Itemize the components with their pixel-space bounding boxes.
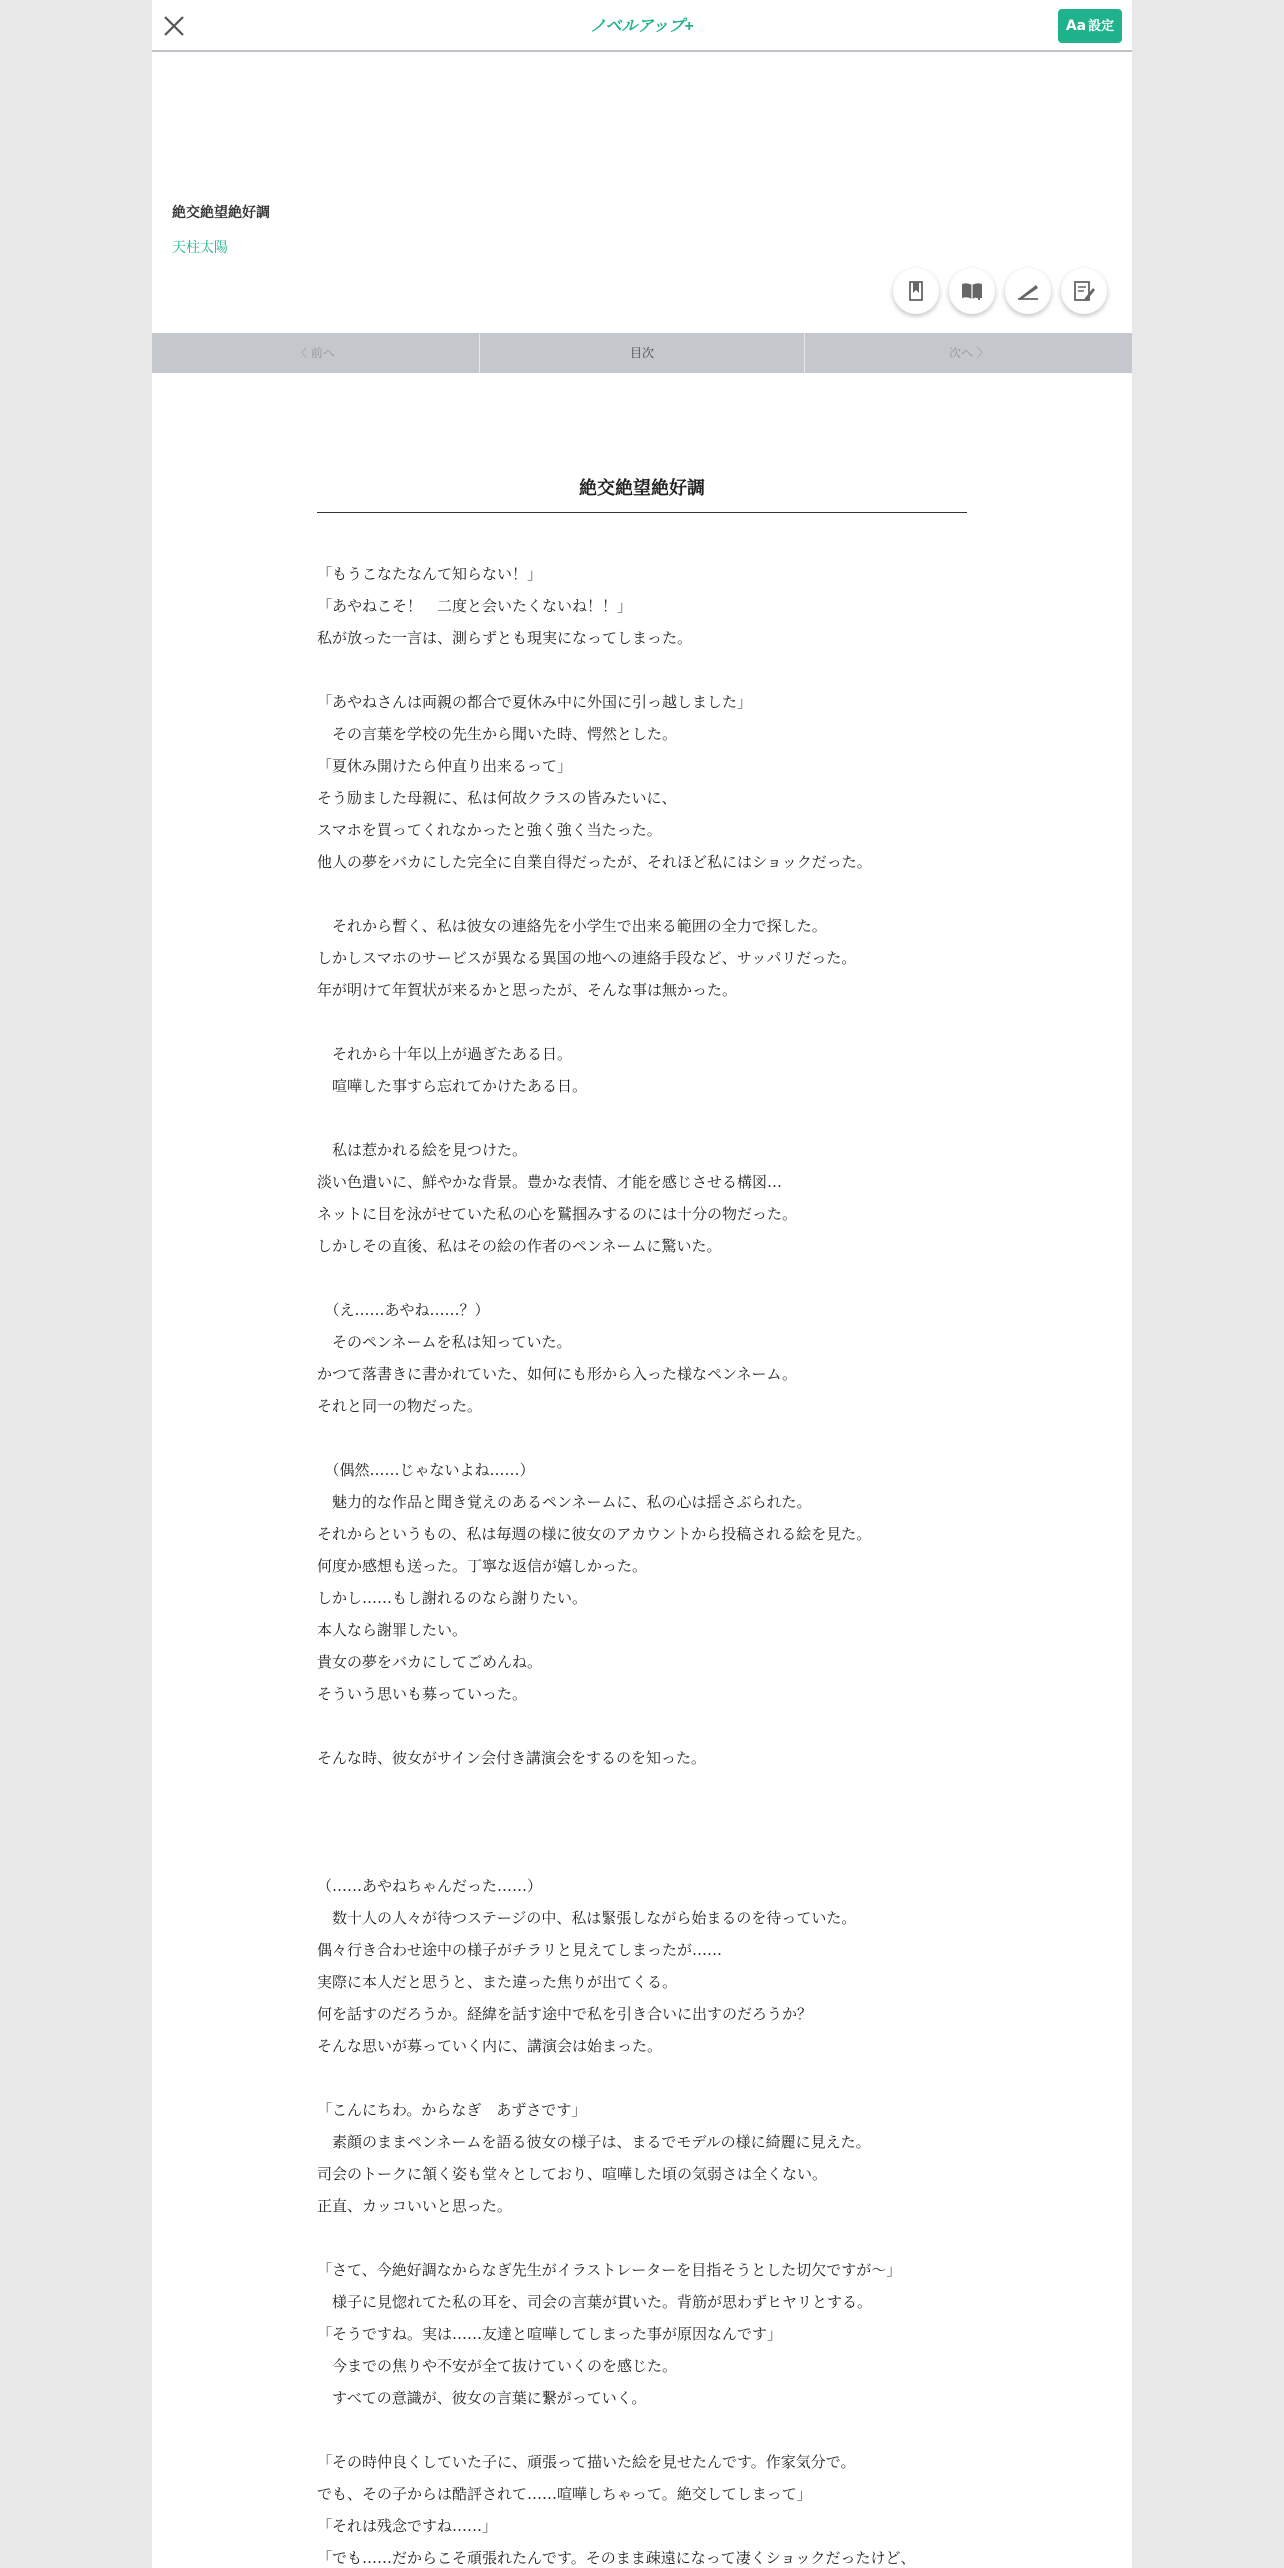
body-line: しかしスマホのサービスが異なる異国の地への連絡手段など、サッパリだった。	[317, 949, 857, 967]
body-line: そう励ました母親に、私は何故クラスの皆みたいに、	[317, 789, 677, 807]
body-line: 今までの焦りや不安が全て抜けていくのを感じた。	[317, 2357, 678, 2375]
body-line: （……あやねちゃんだった……）	[317, 1877, 543, 1895]
body-line: 司会のトークに頷く姿も堂々としており、喧嘩した頃の気弱さは全くない。	[317, 2165, 828, 2183]
body-line: 「あやねこそ！ 二度と会いたくないね！！」	[317, 597, 633, 615]
body-line: すべての意識が、彼女の言葉に繋がっていく。	[317, 2389, 647, 2407]
body-line: それから暫く、私は彼女の連絡先を小学生で出来る範囲の全力で探した。	[317, 917, 827, 935]
body-line: 「こんにちわ。からなぎ あずさです」	[317, 2101, 587, 2119]
svg-text:ノベルアップ+: ノベルアップ+	[590, 18, 694, 35]
body-line	[317, 1806, 1017, 1838]
body-line: そのペンネームを私は知っていた。	[317, 1333, 572, 1351]
body-line: ネットに目を泳がせていた私の心を鷲掴みするのには十分の物だった。	[317, 1205, 798, 1223]
body-line: 偶々行き合わせ途中の様子がチラリと見えてしまったが……	[317, 1941, 723, 1959]
body-line: 何度か感想も送った。丁寧な返信が嬉しかった。	[317, 1557, 648, 1575]
chapter-title: 絶交絶望絶好調	[317, 474, 967, 513]
top-header	[152, 0, 1132, 52]
body-line: 私が放った一言は、測らずとも現実になってしまった。	[317, 629, 693, 647]
prev-episode-button[interactable]: 〈 前へ	[295, 346, 335, 360]
body-line: 「そうですね。実は……友達と喧嘩してしまった事が原因なんです」	[317, 2325, 783, 2343]
body-line	[317, 878, 1017, 910]
body-line: 「夏休み開けたら仲直り出来るって」	[317, 757, 573, 775]
body-line: そういう思いも募っていった。	[317, 1685, 528, 1703]
body-line: （偶然……じゃないよね……）	[317, 1461, 535, 1479]
author-link[interactable]: 天柱太陽	[172, 240, 228, 256]
display-settings-button[interactable]	[1058, 9, 1122, 43]
body-line	[317, 2414, 1017, 2446]
close-icon	[158, 10, 190, 42]
body-line: 「その時仲良くしていた子に、頑張って描いた絵を見せたんです。作家気分で。	[317, 2453, 856, 2471]
body-line	[317, 1262, 1017, 1294]
body-line: 「あやねさんは両親の都合で夏休み中に外国に引っ越しました」	[317, 693, 753, 711]
body-line: 本人なら謝罪したい。	[317, 1621, 468, 1639]
table-of-contents-button[interactable]: 目次	[479, 333, 805, 373]
body-line: 私は惹かれる絵を見つけた。	[317, 1141, 528, 1159]
cheer-button[interactable]	[1005, 268, 1051, 314]
chapter-body	[317, 558, 1017, 2568]
body-line: 「もうこなたなんて知らない！」	[317, 565, 543, 583]
body-line	[317, 1838, 1017, 1870]
body-line: その言葉を学校の先生から聞いた時、愕然とした。	[317, 725, 678, 743]
body-line: 「それは残念ですね……」	[317, 2517, 498, 2535]
settings-label: 設定	[1088, 19, 1115, 34]
body-line: それからというもの、私は毎週の様に彼女のアカウントから投稿される絵を見た。	[317, 1525, 872, 1543]
action-icon-row	[152, 268, 1132, 314]
logo-mark	[590, 12, 698, 38]
close-button[interactable]	[158, 10, 190, 42]
body-line: 様子に見惚れてた私の耳を、司会の言葉が貫いた。背筋が思わずヒヤリとする。	[317, 2293, 873, 2311]
body-line: でも、その子からは酷評されて……喧嘩しちゃって。絶交してしまって」	[317, 2485, 812, 2503]
body-line: スマホを買ってくれなかったと強く強く当たった。	[317, 821, 662, 839]
body-line: 魅力的な作品と聞き覚えのあるペンネームに、私の心は揺さぶられた。	[317, 1493, 812, 1511]
next-episode-button[interactable]: 次へ 〉	[949, 346, 989, 360]
bookmark-button[interactable]	[893, 268, 939, 314]
body-line	[317, 1774, 1017, 1806]
body-line: 他人の夢をバカにした完全に自業自得だったが、それほど私にはショックだった。	[317, 853, 872, 871]
body-line: そんな時、彼女がサイン会付き講演会をするのを知った。	[317, 1749, 706, 1767]
review-button[interactable]	[1061, 268, 1107, 314]
body-line: しかしその直後、私はその絵の作者のペンネームに驚いた。	[317, 1237, 722, 1255]
body-line: かつて落書きに書かれていた、如何にも形から入った様なペンネーム。	[317, 1365, 798, 1383]
body-line: そんな思いが募っていく内に、講演会は始まった。	[317, 2037, 663, 2055]
cheer-icon	[1016, 279, 1040, 303]
body-line: （え……あやね……？）	[317, 1301, 490, 1319]
body-line: 数十人の人々が待つステージの中、私は緊張しながら始まるのを待っていた。	[317, 1909, 857, 1927]
body-line: それと同一の物だった。	[317, 1397, 483, 1415]
bookmark-icon	[904, 279, 928, 303]
body-line: 素顔のままペンネームを語る彼女の様子は、まるでモデルの様に綺麗に見えた。	[317, 2133, 871, 2151]
body-line: 「さて、今絶好調なからなぎ先生がイラストレーターを目指そうとした切欠ですが～」	[317, 2261, 902, 2279]
body-line: 何を話すのだろうか。経緯を話す途中で私を引き合いに出すのだろうか？	[317, 2005, 813, 2023]
body-line	[317, 2062, 1017, 2094]
body-line: 貴女の夢をバカにしてごめんね。	[317, 1653, 543, 1671]
episode-nav-bar	[152, 333, 1132, 373]
body-line: 実際に本人だと思うと、また違った焦りが出てくる。	[317, 1973, 678, 1991]
add-to-shelf-button[interactable]	[949, 268, 995, 314]
body-line: それから十年以上が過ぎたある日。	[317, 1045, 573, 1063]
reader-page	[152, 0, 1132, 2568]
review-icon	[1072, 279, 1096, 303]
body-line	[317, 1006, 1017, 1038]
body-line	[317, 1422, 1017, 1454]
body-line	[317, 2222, 1017, 2254]
body-line	[317, 654, 1017, 686]
add-to-shelf-icon	[960, 279, 984, 303]
body-line	[317, 1710, 1017, 1742]
work-title: 絶交絶望絶好調	[172, 205, 270, 221]
body-line: 正直、カッコいいと思った。	[317, 2197, 512, 2215]
body-line: 年が明けて年賀状が来るかと思ったが、そんな事は無かった。	[317, 981, 738, 999]
body-line	[317, 1102, 1017, 1134]
body-line: 喧嘩した事すら忘れてかけたある日。	[317, 1077, 588, 1095]
site-logo[interactable]	[590, 12, 698, 38]
body-line: しかし……もし謝れるのなら謝りたい。	[317, 1589, 588, 1607]
body-line: 「でも……だからこそ頑張れたんです。そのまま疎遠になって凄くショックだったけど、	[317, 2549, 916, 2567]
body-line: 淡い色遣いに、鮮やかな背景。豊かな表情、才能を感じさせる構図…	[317, 1173, 783, 1191]
font-size-icon: Aa	[1065, 18, 1087, 34]
